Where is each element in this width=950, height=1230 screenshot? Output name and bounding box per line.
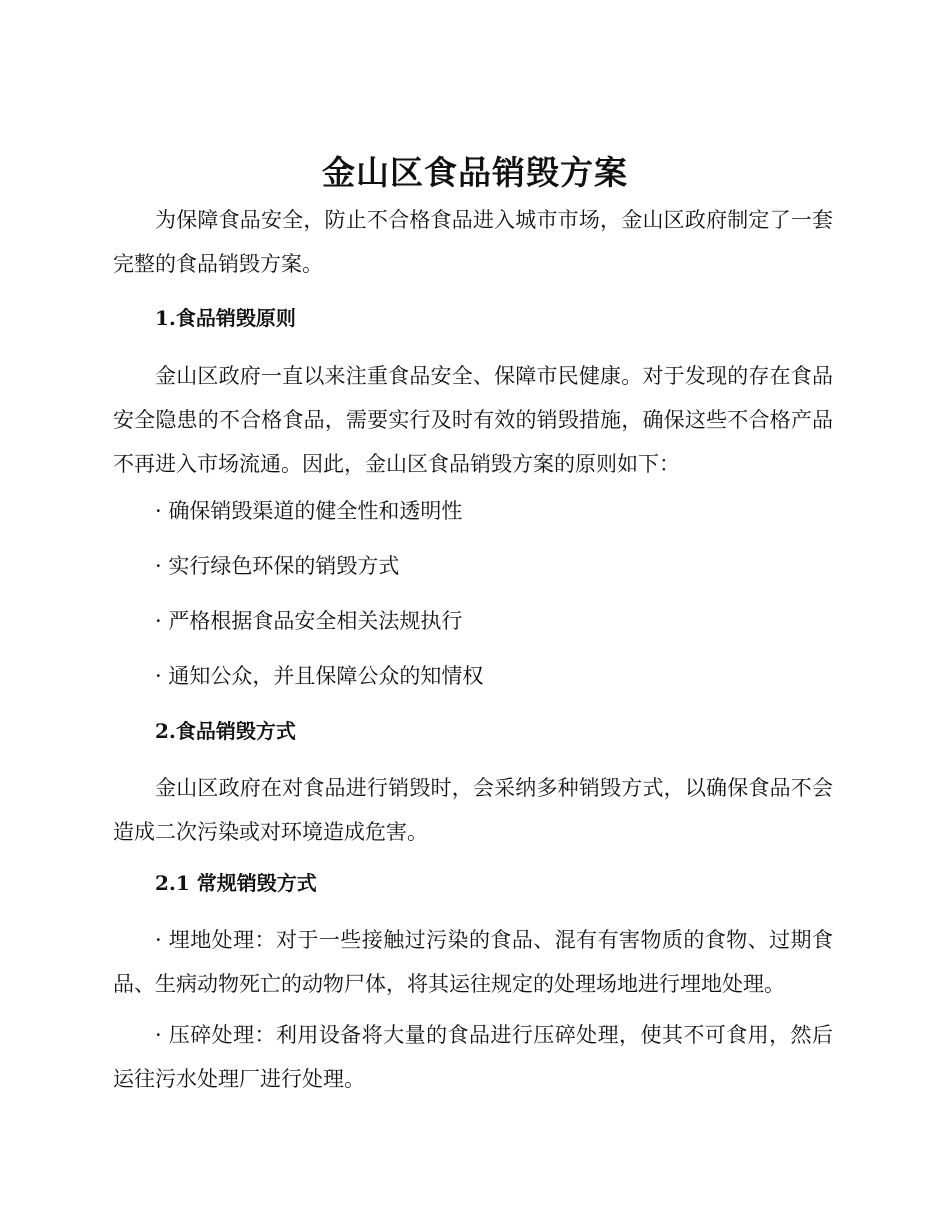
document-title: 金山区食品销毁方案 (322, 153, 628, 192)
disposal-method-item: · 压碎处理：利用设备将大量的食品进行压碎处理，使其不可食用，然后运往污水处理厂进行处理。 (113, 1023, 833, 1091)
section-2-1-heading: 2.1 常规销毁方式 (155, 871, 317, 895)
principle-bullet: · 确保销毁渠道的健全性和透明性 (155, 499, 463, 523)
section-1-heading: 1.食品销毁原则 (155, 306, 296, 330)
section-2-paragraph: 金山区政府在对食品进行销毁时，会采纳多种销毁方式，以确保食品不会造成二次污染或对环境造成危害。 (113, 776, 833, 844)
principle-bullet: · 严格根据食品安全相关法规执行 (155, 609, 463, 633)
principle-bullet: · 通知公众，并且保障公众的知情权 (155, 664, 484, 688)
section-2-heading: 2.食品销毁方式 (155, 719, 296, 743)
disposal-method-item: · 埋地处理：对于一些接触过污染的食品、混有有害物质的食物、过期食品、生病动物死亡的动物尸体，将其运往规定的处理场地进行埋地处理。 (113, 928, 833, 996)
section-1-paragraph: 金山区政府一直以来注重食品安全、保障市民健康。对于发现的存在食品安全隐患的不合格食品，需要实行及时有效的销毁措施，确保这些不合格产品不再进入市场流通。因此，金山区食品销毁方案的原则如下： (113, 364, 833, 476)
principle-bullet: · 实行绿色环保的销毁方式 (155, 554, 400, 578)
intro-paragraph: 为保障食品安全，防止不合格食品进入城市市场，金山区政府制定了一套完整的食品销毁方案。 (113, 208, 833, 276)
